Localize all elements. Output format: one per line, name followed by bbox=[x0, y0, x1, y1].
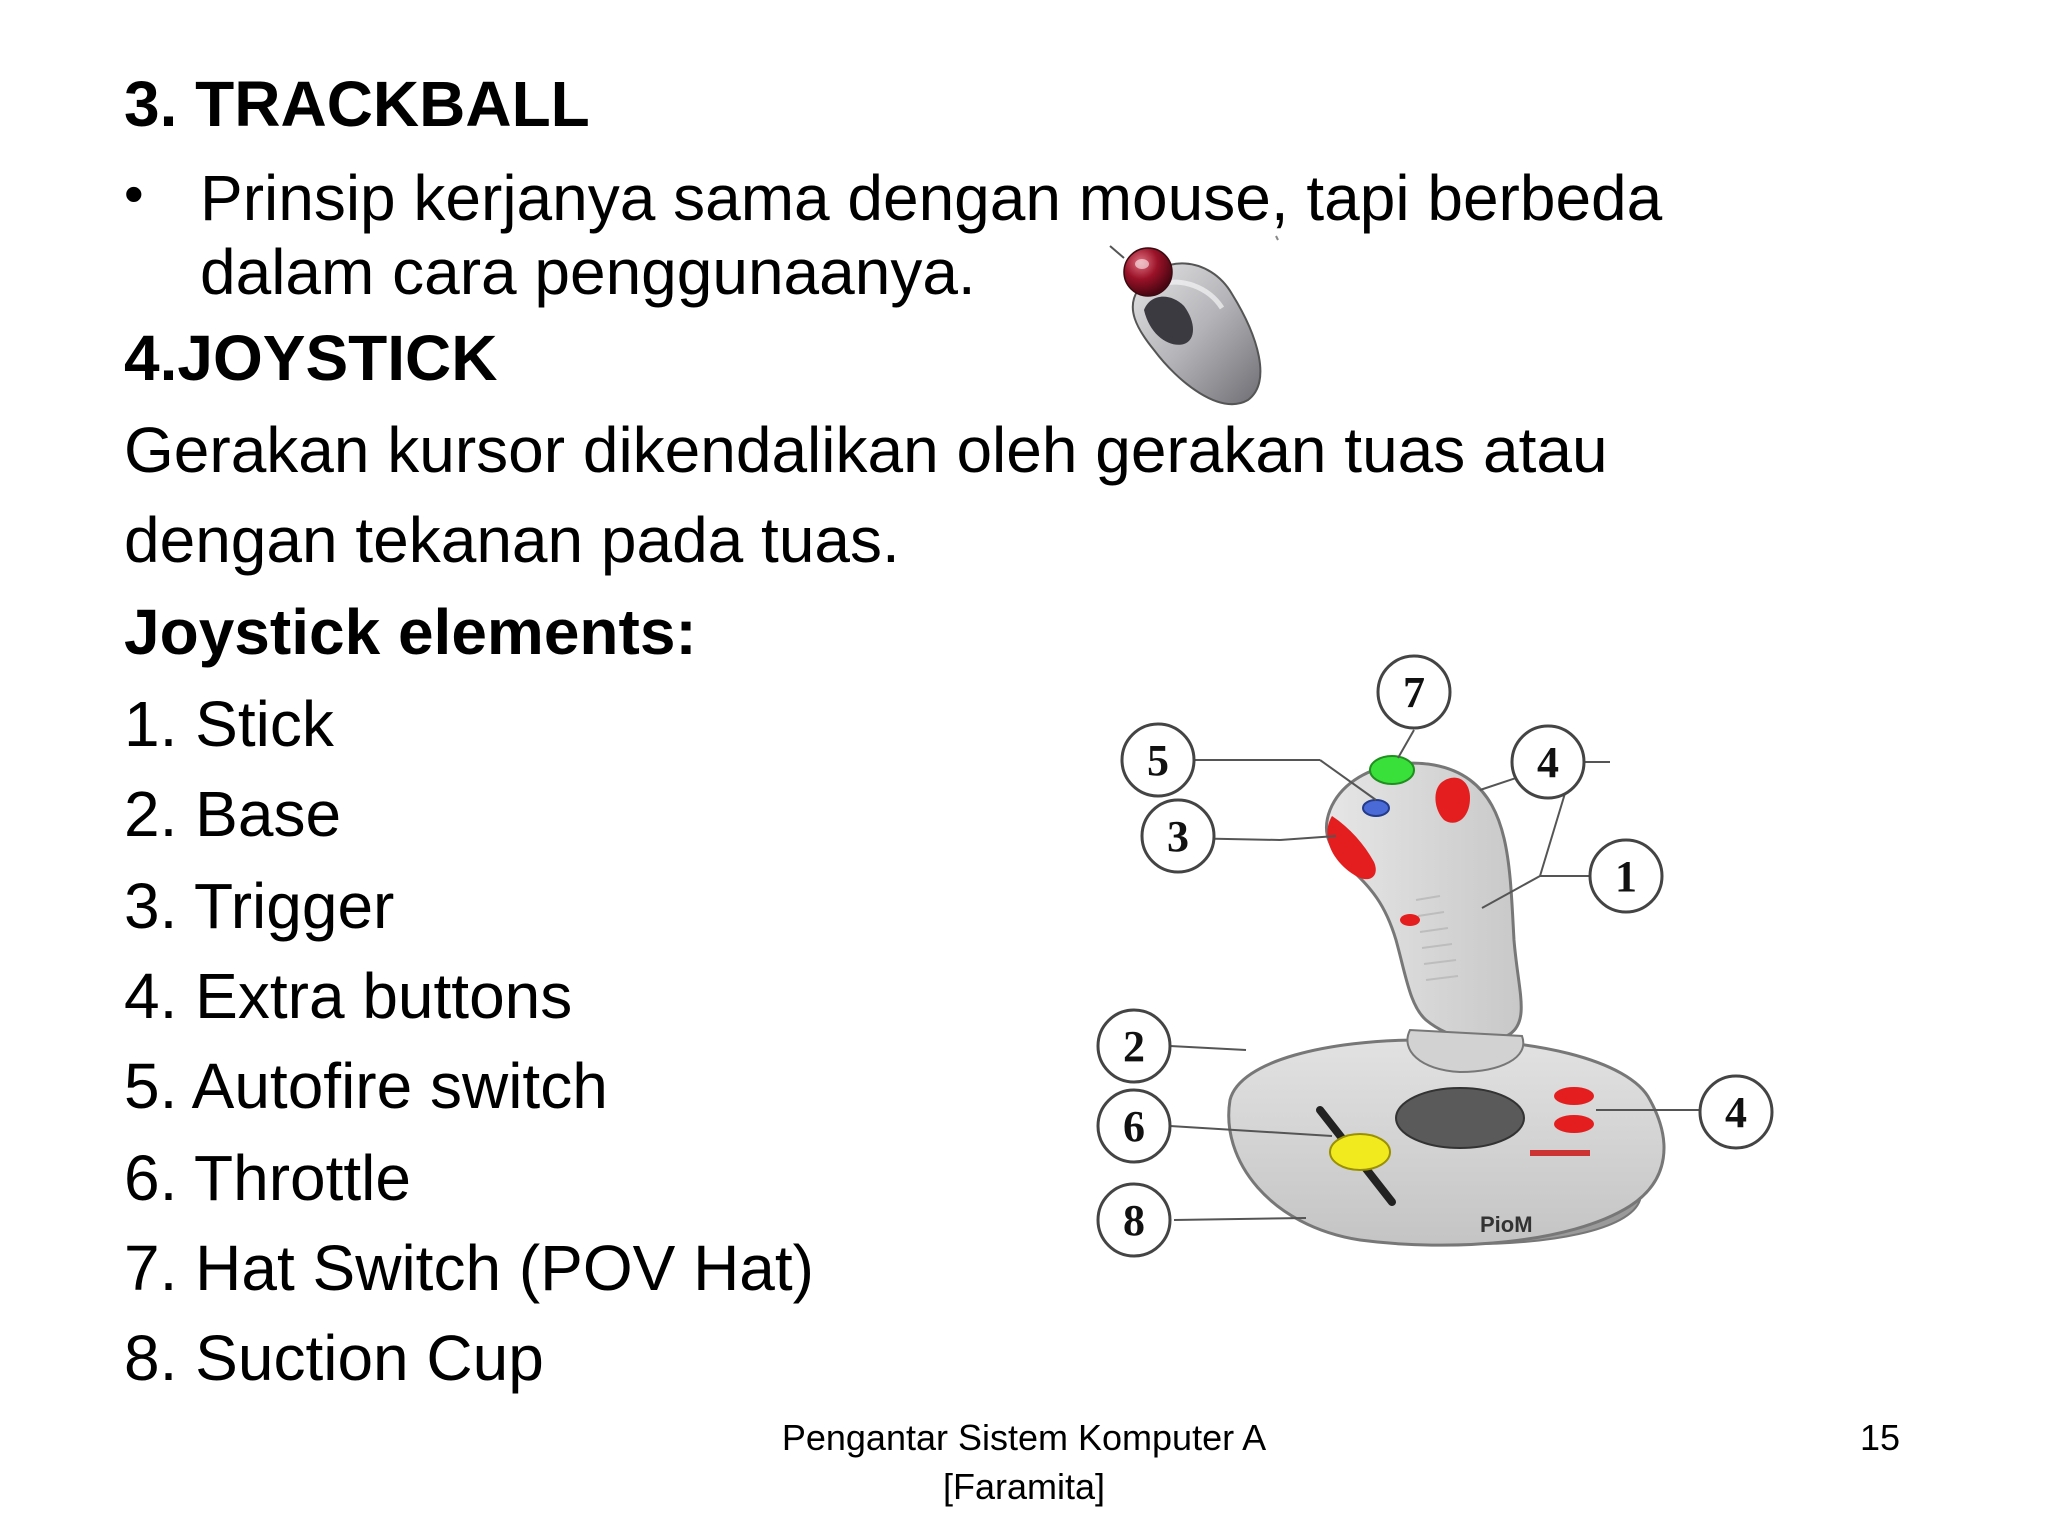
throttle-knob bbox=[1330, 1134, 1390, 1170]
callout-4-top: 4 bbox=[1537, 738, 1559, 787]
footer bbox=[674, 1414, 1374, 1511]
bullet-marker: • bbox=[124, 162, 144, 225]
callout-8: 8 bbox=[1123, 1196, 1145, 1245]
callout-4-base: 4 bbox=[1725, 1088, 1747, 1137]
callout-2: 2 bbox=[1123, 1022, 1145, 1071]
footer-author: [Faramita] bbox=[942, 1465, 1106, 1507]
list-item: 8. Suction Cup bbox=[124, 1322, 544, 1394]
page-number: 15 bbox=[1860, 1417, 1901, 1458]
trackball-image bbox=[1100, 232, 1280, 408]
section-title-joystick: 4.JOYSTICK bbox=[124, 322, 498, 394]
trackball-desc-line1: Prinsip kerjanya sama dengan mouse, tapi berbeda bbox=[200, 162, 1663, 234]
autofire-switch-shape bbox=[1363, 800, 1389, 816]
stick-pad bbox=[1396, 1088, 1524, 1148]
joystick-desc-line2: dengan tekanan pada tuas. bbox=[124, 504, 900, 576]
footer-course: Pengantar Sistem Komputer A bbox=[781, 1417, 1267, 1458]
section-title-trackball: 3. TRACKBALL bbox=[124, 68, 590, 140]
joystick-elements-heading: Joystick elements: bbox=[124, 596, 697, 668]
list-item: 6. Throttle bbox=[124, 1142, 411, 1214]
hat-switch-shape bbox=[1370, 756, 1414, 784]
callout-1: 1 bbox=[1615, 852, 1637, 901]
list-item: 2. Base bbox=[124, 778, 342, 850]
callout-6: 6 bbox=[1123, 1102, 1145, 1151]
list-item: 4. Extra buttons bbox=[124, 960, 573, 1032]
list-item: 3. Trigger bbox=[124, 870, 395, 942]
list-item: 1. Stick bbox=[124, 688, 334, 760]
list-item: 7. Hat Switch (POV Hat) bbox=[124, 1232, 814, 1304]
list-item: 5. Autofire switch bbox=[124, 1050, 608, 1122]
callout-7: 7 bbox=[1403, 668, 1425, 717]
callout-5: 5 bbox=[1147, 736, 1169, 785]
joystick-brand: PioM bbox=[1480, 1212, 1533, 1237]
joystick-diagram bbox=[1070, 640, 1790, 1280]
joystick-desc-line1: Gerakan kursor dikendalikan oleh gerakan tuas atau bbox=[124, 414, 1608, 486]
callout-3: 3 bbox=[1167, 812, 1189, 861]
trackball-desc-line2: dalam cara penggunaanya. bbox=[200, 236, 976, 308]
